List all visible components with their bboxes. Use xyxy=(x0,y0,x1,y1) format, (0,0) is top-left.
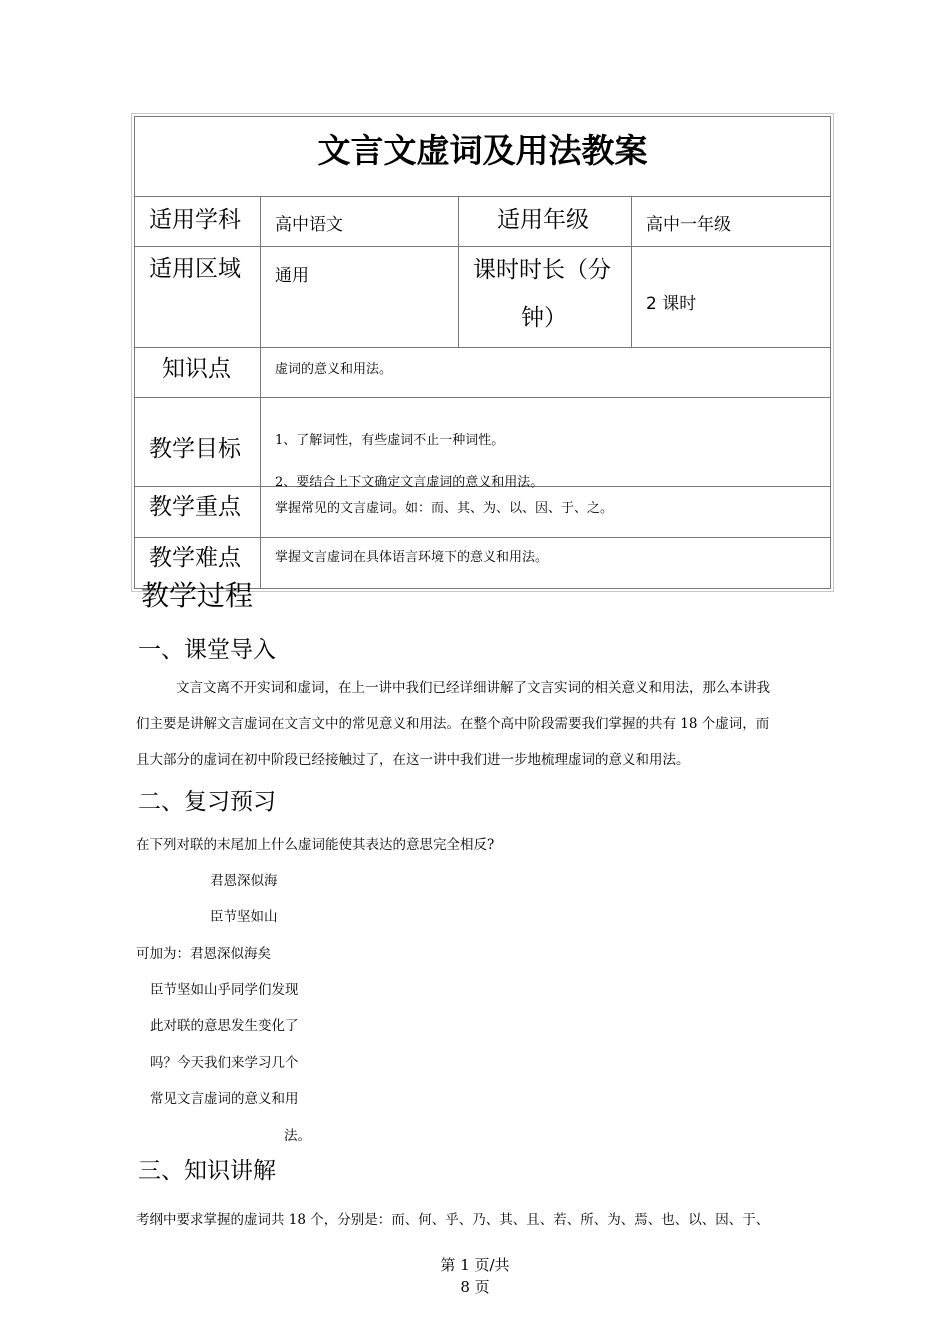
section-heading: 三、知识讲解 xyxy=(138,1158,276,1184)
region-label: 适用区域 xyxy=(149,256,241,282)
couplet-line: 臣节坚如山 xyxy=(210,909,278,925)
paragraph-line: 们主要是讲解文言虚词在文言文中的常见意义和用法。在整个高中阶段需要我们掌握的共有 18 个虚词，而 xyxy=(136,716,770,732)
paragraph-line: 且大部分的虚词在初中阶段已经接触过了，在这一讲中我们进一步地梳理虚词的意义和用法。 xyxy=(136,752,690,768)
couplet-line: 君恩深似海 xyxy=(210,873,278,889)
answer-line: 吗？今天我们来学习几个 xyxy=(150,1055,299,1071)
subject-label: 适用学科 xyxy=(149,207,241,233)
knowledge-label: 知识点 xyxy=(162,356,231,382)
focus-value: 掌握常见的文言虚词。如：而、其、为、以、因、于、之。 xyxy=(275,501,614,516)
document-title: 文言文虚词及用法教案 xyxy=(317,131,648,170)
duration-value: 2 课时 xyxy=(646,294,697,314)
grade-label: 适用年级 xyxy=(497,207,589,233)
page-footer-line1: 第 1 页/共 xyxy=(440,1256,510,1274)
region-value: 通用 xyxy=(275,266,309,286)
subject-value: 高中语文 xyxy=(275,215,343,235)
lesson-info-table xyxy=(134,116,831,589)
paragraph-line: 考纲中要求掌握的虚词共 18 个，分别是：而、何、乎、乃、其、且、若、所、为、焉、也、以、因、于、 xyxy=(136,1212,770,1228)
answer-line: 可加为：君恩深似海矣 xyxy=(136,946,271,962)
focus-label: 教学重点 xyxy=(149,494,241,520)
goal-item: 2、要结合上下文确定文言虚词的意义和用法。 xyxy=(275,475,544,490)
answer-line: 法。 xyxy=(284,1128,311,1144)
duration-label-line2: 钟） xyxy=(521,305,567,331)
answer-line: 常见文言虚词的意义和用 xyxy=(150,1091,299,1107)
grade-value: 高中一年级 xyxy=(646,215,731,235)
answer-line: 此对联的意思发生变化了 xyxy=(150,1018,299,1034)
paragraph-line: 文言文离不开实词和虚词，在上一讲中我们已经详细讲解了文言实词的相关意义和用法，那么本讲我 xyxy=(176,680,770,696)
difficulty-value: 掌握文言虚词在具体语言环境下的意义和用法。 xyxy=(275,550,549,565)
page-footer-line2: 8 页 xyxy=(460,1278,490,1296)
difficulty-label: 教学难点 xyxy=(149,545,241,571)
duration-label-line1: 课时时长（分 xyxy=(473,257,611,283)
goals-label: 教学目标 xyxy=(149,436,241,462)
answer-line: 臣节坚如山乎同学们发现 xyxy=(150,982,299,998)
question-text: 在下列对联的末尾加上什么虚词能使其表达的意思完全相反? xyxy=(136,837,495,853)
section-heading: 二、复习预习 xyxy=(138,789,276,815)
section-heading: 一、课堂导入 xyxy=(138,637,276,663)
process-heading: 教学过程 xyxy=(141,579,254,612)
goal-item: 1、了解词性，有些虚词不止一种词性。 xyxy=(275,433,505,448)
knowledge-value: 虚词的意义和用法。 xyxy=(275,362,393,377)
